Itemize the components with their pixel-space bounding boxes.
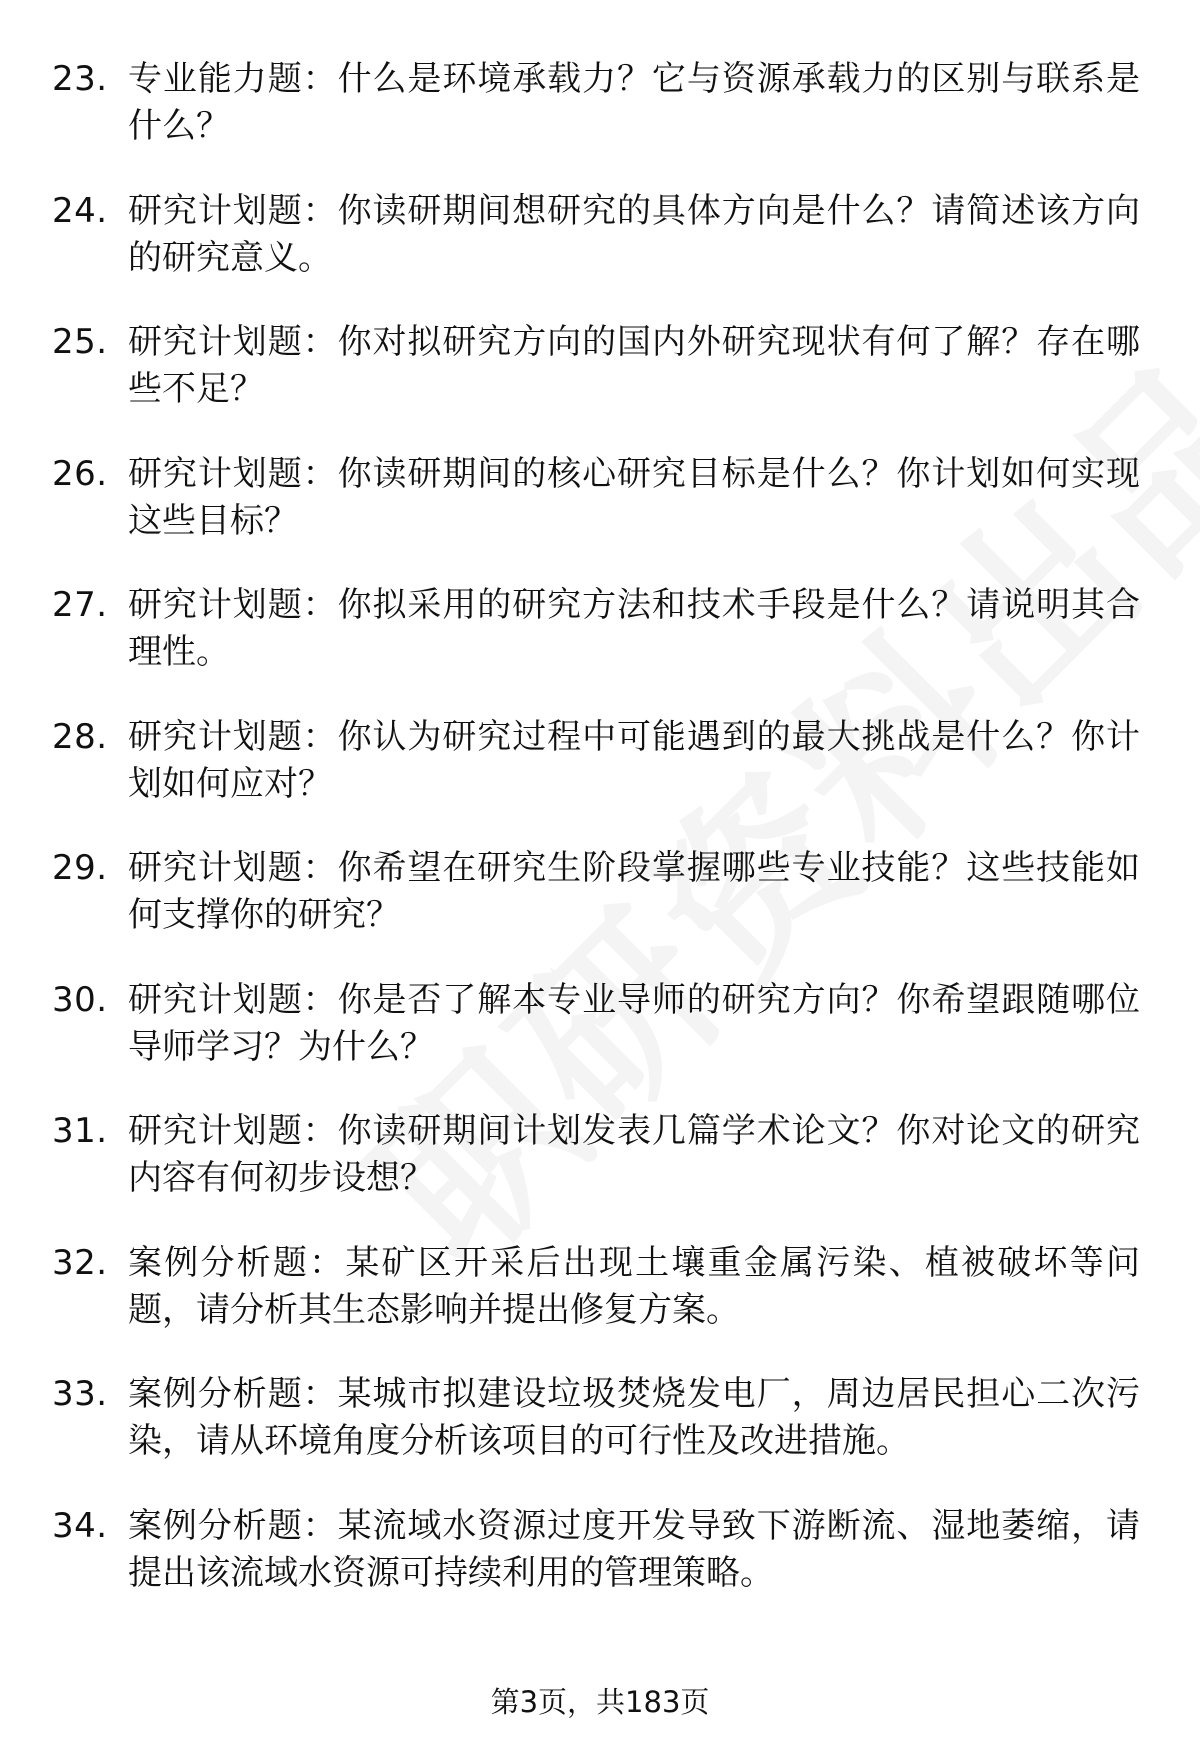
question-list xyxy=(0,56,1200,1634)
question-item-34 xyxy=(0,1503,1200,1635)
question-text: 研究计划题：你读研期间的核心研究目标是什么？你计划如何实现这些目标？ xyxy=(128,453,1140,541)
question-text: 研究计划题：你读研期间想研究的具体方向是什么？请简述该方向的研究意义。 xyxy=(128,190,1140,278)
question-number: 24. xyxy=(52,190,108,231)
question-item-29 xyxy=(0,845,1200,977)
question-item-27 xyxy=(0,582,1200,714)
question-text: 案例分析题：某矿区开采后出现土壤重金属污染、植被破坏等问题，请分析其生态影响并提出修复方案。 xyxy=(128,1242,1140,1330)
question-text: 研究计划题：你是否了解本专业导师的研究方向？你希望跟随哪位导师学习？为什么？ xyxy=(128,979,1140,1067)
question-number: 32. xyxy=(52,1242,108,1283)
question-item-32 xyxy=(0,1240,1200,1372)
question-text: 研究计划题：你希望在研究生阶段掌握哪些专业技能？这些技能如何支撑你的研究？ xyxy=(128,848,1140,935)
question-number: 25. xyxy=(52,322,108,362)
question-text: 案例分析题：某流域水资源过度开发导致下游断流、湿地萎缩，请提出该流域水资源可持续利用的管理策略。 xyxy=(128,1505,1140,1593)
question-item-33 xyxy=(0,1371,1200,1503)
question-text: 研究计划题：你拟采用的研究方法和技术手段是什么？请说明其合理性。 xyxy=(128,585,1140,672)
question-text: 专业能力题：什么是环境承载力？它与资源承载力的区别与联系是什么？ xyxy=(128,59,1140,146)
question-item-30 xyxy=(0,977,1200,1109)
question-number: 23. xyxy=(52,59,108,99)
question-item-25 xyxy=(0,319,1200,451)
question-number: 30. xyxy=(52,979,108,1020)
question-item-31 xyxy=(0,1108,1200,1240)
question-text: 研究计划题：你对拟研究方向的国内外研究现状有何了解？存在哪些不足？ xyxy=(128,322,1140,409)
question-number: 26. xyxy=(52,453,108,494)
question-number: 28. xyxy=(52,716,108,757)
question-text: 案例分析题：某城市拟建设垃圾焚烧发电厂，周边居民担心二次污染，请从环境角度分析该项目的可行性及改进措施。 xyxy=(128,1374,1140,1461)
page-number-footer: 第3页，共183页 xyxy=(490,1685,710,1719)
question-item-24 xyxy=(0,188,1200,320)
question-number: 27. xyxy=(52,585,108,625)
question-item-28 xyxy=(0,714,1200,846)
question-number: 29. xyxy=(52,848,108,888)
question-number: 34. xyxy=(52,1505,108,1546)
question-item-23 xyxy=(0,56,1200,188)
question-number: 31. xyxy=(52,1111,108,1151)
question-text: 研究计划题：你读研期间计划发表几篇学术论文？你对论文的研究内容有何初步设想？ xyxy=(128,1111,1140,1198)
question-item-26 xyxy=(0,451,1200,583)
question-text: 研究计划题：你认为研究过程中可能遇到的最大挑战是什么？你计划如何应对？ xyxy=(128,716,1140,804)
question-number: 33. xyxy=(52,1374,108,1414)
